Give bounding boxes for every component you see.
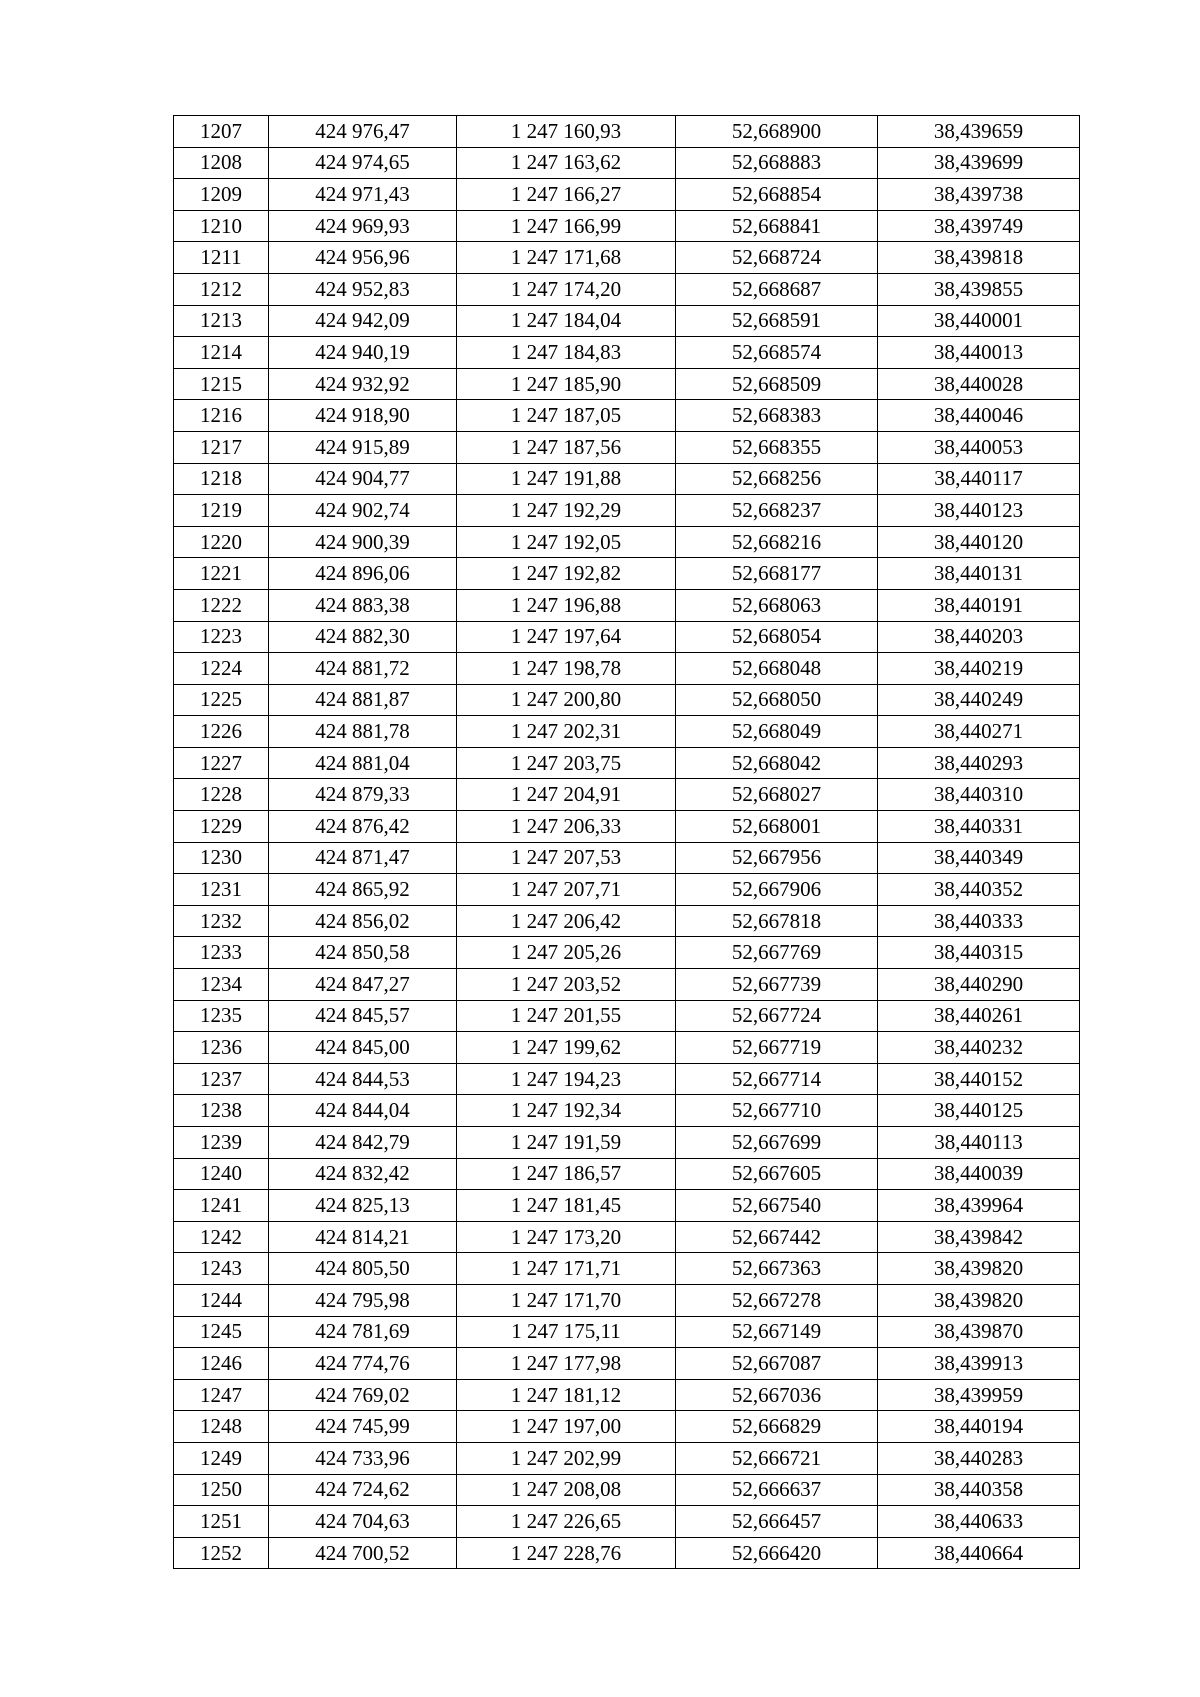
point-number-cell: 1248	[174, 1411, 269, 1443]
table-row	[174, 116, 1080, 148]
x-coordinate-cell: 424 969,93	[269, 210, 457, 242]
latitude-cell: 52,667699	[676, 1127, 878, 1159]
longitude-cell: 38,439738	[878, 179, 1080, 211]
latitude-cell: 52,668049	[676, 716, 878, 748]
table-row	[174, 1411, 1080, 1443]
latitude-cell: 52,668177	[676, 558, 878, 590]
longitude-cell: 38,439964	[878, 1190, 1080, 1222]
latitude-cell: 52,667087	[676, 1348, 878, 1380]
table-row	[174, 495, 1080, 527]
longitude-cell: 38,440117	[878, 463, 1080, 495]
table-row	[174, 937, 1080, 969]
x-coordinate-cell: 424 883,38	[269, 589, 457, 621]
table-row	[174, 1127, 1080, 1159]
longitude-cell: 38,440333	[878, 905, 1080, 937]
table-row	[174, 337, 1080, 369]
longitude-cell: 38,440001	[878, 305, 1080, 337]
point-number-cell: 1215	[174, 368, 269, 400]
x-coordinate-cell: 424 881,78	[269, 716, 457, 748]
latitude-cell: 52,667818	[676, 905, 878, 937]
longitude-cell: 38,440039	[878, 1158, 1080, 1190]
longitude-cell: 38,440013	[878, 337, 1080, 369]
longitude-cell: 38,439842	[878, 1221, 1080, 1253]
point-number-cell: 1239	[174, 1127, 269, 1159]
point-number-cell: 1232	[174, 905, 269, 937]
x-coordinate-cell: 424 844,04	[269, 1095, 457, 1127]
latitude-cell: 52,668237	[676, 495, 878, 527]
table-row	[174, 526, 1080, 558]
y-coordinate-cell: 1 247 175,11	[457, 1316, 676, 1348]
longitude-cell: 38,440046	[878, 400, 1080, 432]
y-coordinate-cell: 1 247 203,52	[457, 969, 676, 1001]
table-row	[174, 684, 1080, 716]
table-row	[174, 1063, 1080, 1095]
x-coordinate-cell: 424 902,74	[269, 495, 457, 527]
longitude-cell: 38,439659	[878, 116, 1080, 148]
table-row	[174, 842, 1080, 874]
longitude-cell: 38,440290	[878, 969, 1080, 1001]
point-number-cell: 1224	[174, 653, 269, 685]
table-row	[174, 1474, 1080, 1506]
table-row	[174, 305, 1080, 337]
y-coordinate-cell: 1 247 194,23	[457, 1063, 676, 1095]
latitude-cell: 52,668048	[676, 653, 878, 685]
table-row	[174, 1348, 1080, 1380]
longitude-cell: 38,439913	[878, 1348, 1080, 1380]
table-row	[174, 1190, 1080, 1222]
x-coordinate-cell: 424 781,69	[269, 1316, 457, 1348]
longitude-cell: 38,440664	[878, 1537, 1080, 1569]
latitude-cell: 52,667714	[676, 1063, 878, 1095]
y-coordinate-cell: 1 247 187,05	[457, 400, 676, 432]
point-number-cell: 1209	[174, 179, 269, 211]
latitude-cell: 52,666637	[676, 1474, 878, 1506]
latitude-cell: 52,666457	[676, 1506, 878, 1538]
table-row	[174, 1537, 1080, 1569]
latitude-cell: 52,668574	[676, 337, 878, 369]
table-row	[174, 1221, 1080, 1253]
x-coordinate-cell: 424 918,90	[269, 400, 457, 432]
y-coordinate-cell: 1 247 184,83	[457, 337, 676, 369]
x-coordinate-cell: 424 932,92	[269, 368, 457, 400]
table-row	[174, 905, 1080, 937]
x-coordinate-cell: 424 904,77	[269, 463, 457, 495]
point-number-cell: 1245	[174, 1316, 269, 1348]
longitude-cell: 38,439820	[878, 1253, 1080, 1285]
x-coordinate-cell: 424 845,00	[269, 1032, 457, 1064]
point-number-cell: 1252	[174, 1537, 269, 1569]
table-row	[174, 368, 1080, 400]
table-row	[174, 179, 1080, 211]
latitude-cell: 52,668724	[676, 242, 878, 274]
longitude-cell: 38,439820	[878, 1284, 1080, 1316]
longitude-cell: 38,440310	[878, 779, 1080, 811]
latitude-cell: 52,667956	[676, 842, 878, 874]
x-coordinate-cell: 424 724,62	[269, 1474, 457, 1506]
y-coordinate-cell: 1 247 186,57	[457, 1158, 676, 1190]
latitude-cell: 52,668216	[676, 526, 878, 558]
x-coordinate-cell: 424 844,53	[269, 1063, 457, 1095]
table-row	[174, 273, 1080, 305]
point-number-cell: 1218	[174, 463, 269, 495]
x-coordinate-cell: 424 942,09	[269, 305, 457, 337]
point-number-cell: 1222	[174, 589, 269, 621]
x-coordinate-cell: 424 847,27	[269, 969, 457, 1001]
longitude-cell: 38,439818	[878, 242, 1080, 274]
point-number-cell: 1242	[174, 1221, 269, 1253]
latitude-cell: 52,668355	[676, 431, 878, 463]
y-coordinate-cell: 1 247 191,59	[457, 1127, 676, 1159]
latitude-cell: 52,667442	[676, 1221, 878, 1253]
x-coordinate-cell: 424 704,63	[269, 1506, 457, 1538]
x-coordinate-cell: 424 881,04	[269, 747, 457, 779]
x-coordinate-cell: 424 825,13	[269, 1190, 457, 1222]
table-row	[174, 1158, 1080, 1190]
latitude-cell: 52,667363	[676, 1253, 878, 1285]
table-row	[174, 1316, 1080, 1348]
table-row	[174, 1000, 1080, 1032]
longitude-cell: 38,439959	[878, 1379, 1080, 1411]
y-coordinate-cell: 1 247 166,99	[457, 210, 676, 242]
x-coordinate-cell: 424 915,89	[269, 431, 457, 463]
table-row	[174, 811, 1080, 843]
latitude-cell: 52,667149	[676, 1316, 878, 1348]
x-coordinate-cell: 424 871,47	[269, 842, 457, 874]
latitude-cell: 52,668050	[676, 684, 878, 716]
y-coordinate-cell: 1 247 196,88	[457, 589, 676, 621]
point-number-cell: 1228	[174, 779, 269, 811]
latitude-cell: 52,667739	[676, 969, 878, 1001]
table-row	[174, 463, 1080, 495]
longitude-cell: 38,440125	[878, 1095, 1080, 1127]
point-number-cell: 1233	[174, 937, 269, 969]
longitude-cell: 38,439855	[878, 273, 1080, 305]
longitude-cell: 38,440331	[878, 811, 1080, 843]
y-coordinate-cell: 1 247 181,12	[457, 1379, 676, 1411]
longitude-cell: 38,440219	[878, 653, 1080, 685]
longitude-cell: 38,440249	[878, 684, 1080, 716]
y-coordinate-cell: 1 247 187,56	[457, 431, 676, 463]
table-row	[174, 621, 1080, 653]
latitude-cell: 52,667710	[676, 1095, 878, 1127]
table-row	[174, 400, 1080, 432]
latitude-cell: 52,668383	[676, 400, 878, 432]
x-coordinate-cell: 424 745,99	[269, 1411, 457, 1443]
x-coordinate-cell: 424 856,02	[269, 905, 457, 937]
point-number-cell: 1241	[174, 1190, 269, 1222]
point-number-cell: 1251	[174, 1506, 269, 1538]
table-row	[174, 210, 1080, 242]
latitude-cell: 52,667278	[676, 1284, 878, 1316]
point-number-cell: 1243	[174, 1253, 269, 1285]
y-coordinate-cell: 1 247 199,62	[457, 1032, 676, 1064]
longitude-cell: 38,440283	[878, 1442, 1080, 1474]
y-coordinate-cell: 1 247 201,55	[457, 1000, 676, 1032]
y-coordinate-cell: 1 247 174,20	[457, 273, 676, 305]
x-coordinate-cell: 424 774,76	[269, 1348, 457, 1380]
latitude-cell: 52,668509	[676, 368, 878, 400]
latitude-cell: 52,668883	[676, 147, 878, 179]
point-number-cell: 1236	[174, 1032, 269, 1064]
point-number-cell: 1230	[174, 842, 269, 874]
point-number-cell: 1208	[174, 147, 269, 179]
y-coordinate-cell: 1 247 166,27	[457, 179, 676, 211]
y-coordinate-cell: 1 247 208,08	[457, 1474, 676, 1506]
y-coordinate-cell: 1 247 202,99	[457, 1442, 676, 1474]
longitude-cell: 38,439699	[878, 147, 1080, 179]
longitude-cell: 38,440053	[878, 431, 1080, 463]
y-coordinate-cell: 1 247 192,29	[457, 495, 676, 527]
longitude-cell: 38,440349	[878, 842, 1080, 874]
coordinates-table	[173, 115, 1080, 1569]
y-coordinate-cell: 1 247 197,00	[457, 1411, 676, 1443]
y-coordinate-cell: 1 247 163,62	[457, 147, 676, 179]
point-number-cell: 1237	[174, 1063, 269, 1095]
longitude-cell: 38,440152	[878, 1063, 1080, 1095]
x-coordinate-cell: 424 896,06	[269, 558, 457, 590]
table-row	[174, 1095, 1080, 1127]
latitude-cell: 52,668900	[676, 116, 878, 148]
y-coordinate-cell: 1 247 173,20	[457, 1221, 676, 1253]
y-coordinate-cell: 1 247 184,04	[457, 305, 676, 337]
y-coordinate-cell: 1 247 171,68	[457, 242, 676, 274]
y-coordinate-cell: 1 247 192,34	[457, 1095, 676, 1127]
point-number-cell: 1216	[174, 400, 269, 432]
y-coordinate-cell: 1 247 228,76	[457, 1537, 676, 1569]
latitude-cell: 52,668841	[676, 210, 878, 242]
latitude-cell: 52,668591	[676, 305, 878, 337]
y-coordinate-cell: 1 247 185,90	[457, 368, 676, 400]
point-number-cell: 1235	[174, 1000, 269, 1032]
x-coordinate-cell: 424 882,30	[269, 621, 457, 653]
y-coordinate-cell: 1 247 181,45	[457, 1190, 676, 1222]
longitude-cell: 38,439749	[878, 210, 1080, 242]
y-coordinate-cell: 1 247 203,75	[457, 747, 676, 779]
y-coordinate-cell: 1 247 206,33	[457, 811, 676, 843]
latitude-cell: 52,667605	[676, 1158, 878, 1190]
table-row	[174, 147, 1080, 179]
table-row	[174, 1284, 1080, 1316]
table-row	[174, 558, 1080, 590]
longitude-cell: 38,440232	[878, 1032, 1080, 1064]
longitude-cell: 38,440352	[878, 874, 1080, 906]
table-row	[174, 716, 1080, 748]
latitude-cell: 52,667769	[676, 937, 878, 969]
table-row	[174, 969, 1080, 1001]
x-coordinate-cell: 424 956,96	[269, 242, 457, 274]
x-coordinate-cell: 424 879,33	[269, 779, 457, 811]
latitude-cell: 52,668256	[676, 463, 878, 495]
point-number-cell: 1217	[174, 431, 269, 463]
point-number-cell: 1207	[174, 116, 269, 148]
longitude-cell: 38,440203	[878, 621, 1080, 653]
latitude-cell: 52,666829	[676, 1411, 878, 1443]
longitude-cell: 38,440028	[878, 368, 1080, 400]
longitude-cell: 38,440261	[878, 1000, 1080, 1032]
table-row	[174, 1379, 1080, 1411]
table-row	[174, 747, 1080, 779]
point-number-cell: 1249	[174, 1442, 269, 1474]
table-row	[174, 779, 1080, 811]
table-row	[174, 1253, 1080, 1285]
longitude-cell: 38,440120	[878, 526, 1080, 558]
table-row	[174, 1506, 1080, 1538]
table-row	[174, 242, 1080, 274]
table-row	[174, 653, 1080, 685]
x-coordinate-cell: 424 881,87	[269, 684, 457, 716]
latitude-cell: 52,666721	[676, 1442, 878, 1474]
y-coordinate-cell: 1 247 202,31	[457, 716, 676, 748]
x-coordinate-cell: 424 814,21	[269, 1221, 457, 1253]
point-number-cell: 1220	[174, 526, 269, 558]
coordinates-table-body	[174, 116, 1080, 1569]
x-coordinate-cell: 424 845,57	[269, 1000, 457, 1032]
latitude-cell: 52,668854	[676, 179, 878, 211]
longitude-cell: 38,440293	[878, 747, 1080, 779]
point-number-cell: 1214	[174, 337, 269, 369]
table-row	[174, 431, 1080, 463]
point-number-cell: 1225	[174, 684, 269, 716]
y-coordinate-cell: 1 247 207,53	[457, 842, 676, 874]
latitude-cell: 52,666420	[676, 1537, 878, 1569]
point-number-cell: 1212	[174, 273, 269, 305]
y-coordinate-cell: 1 247 204,91	[457, 779, 676, 811]
point-number-cell: 1213	[174, 305, 269, 337]
latitude-cell: 52,668054	[676, 621, 878, 653]
point-number-cell: 1234	[174, 969, 269, 1001]
x-coordinate-cell: 424 976,47	[269, 116, 457, 148]
point-number-cell: 1238	[174, 1095, 269, 1127]
y-coordinate-cell: 1 247 192,05	[457, 526, 676, 558]
x-coordinate-cell: 424 974,65	[269, 147, 457, 179]
point-number-cell: 1240	[174, 1158, 269, 1190]
x-coordinate-cell: 424 900,39	[269, 526, 457, 558]
y-coordinate-cell: 1 247 198,78	[457, 653, 676, 685]
point-number-cell: 1244	[174, 1284, 269, 1316]
y-coordinate-cell: 1 247 226,65	[457, 1506, 676, 1538]
x-coordinate-cell: 424 700,52	[269, 1537, 457, 1569]
y-coordinate-cell: 1 247 177,98	[457, 1348, 676, 1380]
x-coordinate-cell: 424 881,72	[269, 653, 457, 685]
x-coordinate-cell: 424 795,98	[269, 1284, 457, 1316]
y-coordinate-cell: 1 247 207,71	[457, 874, 676, 906]
point-number-cell: 1247	[174, 1379, 269, 1411]
longitude-cell: 38,440131	[878, 558, 1080, 590]
longitude-cell: 38,440191	[878, 589, 1080, 621]
y-coordinate-cell: 1 247 200,80	[457, 684, 676, 716]
longitude-cell: 38,440123	[878, 495, 1080, 527]
latitude-cell: 52,668063	[676, 589, 878, 621]
x-coordinate-cell: 424 971,43	[269, 179, 457, 211]
y-coordinate-cell: 1 247 160,93	[457, 116, 676, 148]
latitude-cell: 52,667540	[676, 1190, 878, 1222]
point-number-cell: 1211	[174, 242, 269, 274]
latitude-cell: 52,667724	[676, 1000, 878, 1032]
latitude-cell: 52,667719	[676, 1032, 878, 1064]
table-row	[174, 589, 1080, 621]
x-coordinate-cell: 424 832,42	[269, 1158, 457, 1190]
latitude-cell: 52,667906	[676, 874, 878, 906]
latitude-cell: 52,668042	[676, 747, 878, 779]
y-coordinate-cell: 1 247 171,70	[457, 1284, 676, 1316]
point-number-cell: 1250	[174, 1474, 269, 1506]
y-coordinate-cell: 1 247 171,71	[457, 1253, 676, 1285]
x-coordinate-cell: 424 876,42	[269, 811, 457, 843]
latitude-cell: 52,668027	[676, 779, 878, 811]
x-coordinate-cell: 424 842,79	[269, 1127, 457, 1159]
y-coordinate-cell: 1 247 192,82	[457, 558, 676, 590]
longitude-cell: 38,440113	[878, 1127, 1080, 1159]
x-coordinate-cell: 424 952,83	[269, 273, 457, 305]
x-coordinate-cell: 424 805,50	[269, 1253, 457, 1285]
x-coordinate-cell: 424 865,92	[269, 874, 457, 906]
x-coordinate-cell: 424 769,02	[269, 1379, 457, 1411]
longitude-cell: 38,440633	[878, 1506, 1080, 1538]
x-coordinate-cell: 424 940,19	[269, 337, 457, 369]
longitude-cell: 38,440194	[878, 1411, 1080, 1443]
point-number-cell: 1223	[174, 621, 269, 653]
y-coordinate-cell: 1 247 191,88	[457, 463, 676, 495]
longitude-cell: 38,440358	[878, 1474, 1080, 1506]
longitude-cell: 38,440315	[878, 937, 1080, 969]
point-number-cell: 1219	[174, 495, 269, 527]
point-number-cell: 1231	[174, 874, 269, 906]
point-number-cell: 1226	[174, 716, 269, 748]
table-row	[174, 1032, 1080, 1064]
table-row	[174, 1442, 1080, 1474]
point-number-cell: 1221	[174, 558, 269, 590]
point-number-cell: 1229	[174, 811, 269, 843]
x-coordinate-cell: 424 850,58	[269, 937, 457, 969]
latitude-cell: 52,668001	[676, 811, 878, 843]
y-coordinate-cell: 1 247 205,26	[457, 937, 676, 969]
table-row	[174, 874, 1080, 906]
latitude-cell: 52,667036	[676, 1379, 878, 1411]
point-number-cell: 1227	[174, 747, 269, 779]
longitude-cell: 38,439870	[878, 1316, 1080, 1348]
point-number-cell: 1246	[174, 1348, 269, 1380]
point-number-cell: 1210	[174, 210, 269, 242]
y-coordinate-cell: 1 247 206,42	[457, 905, 676, 937]
longitude-cell: 38,440271	[878, 716, 1080, 748]
latitude-cell: 52,668687	[676, 273, 878, 305]
y-coordinate-cell: 1 247 197,64	[457, 621, 676, 653]
x-coordinate-cell: 424 733,96	[269, 1442, 457, 1474]
